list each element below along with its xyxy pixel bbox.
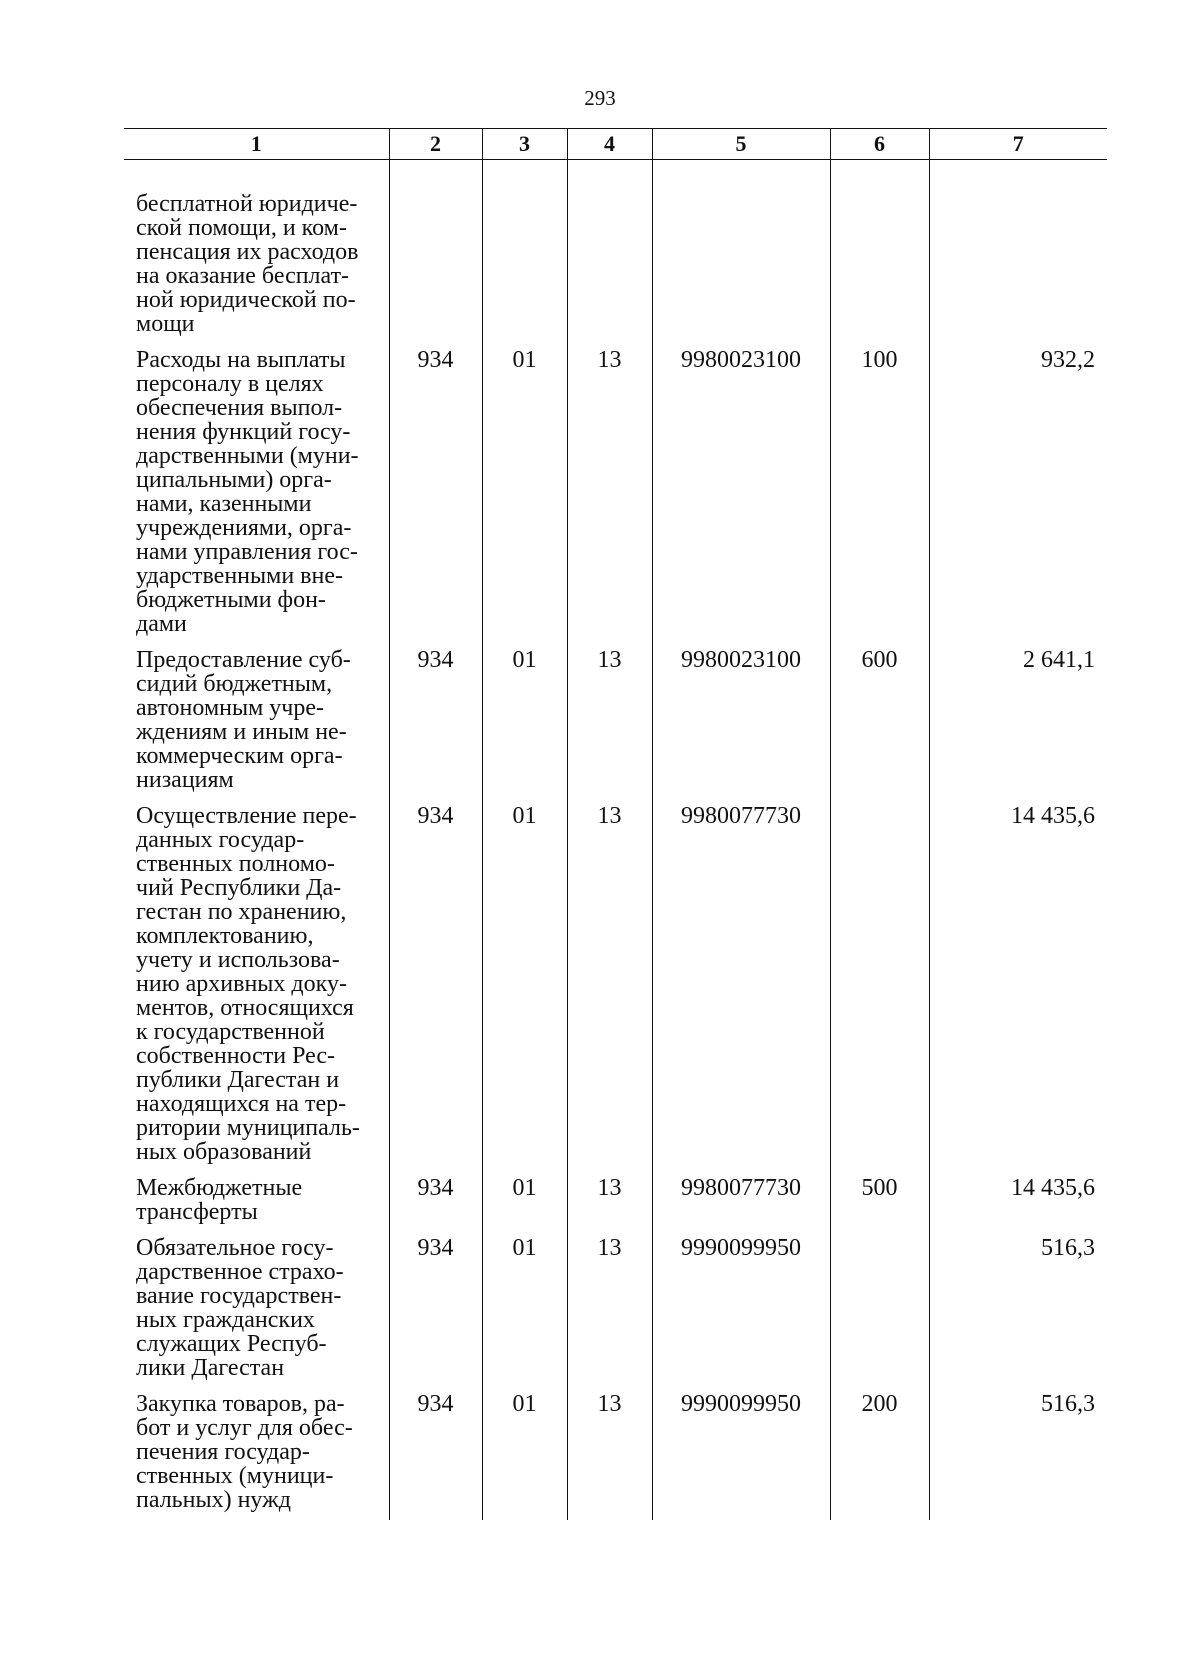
description-line: ципальными) орга- [136,467,332,493]
row-description [124,1392,389,1520]
description-line: ударственными вне- [136,563,343,589]
description-line: низациям [136,767,234,793]
subsection-code: 13 [567,1236,652,1392]
section-code: 01 [482,1176,567,1236]
table-row [124,1392,1107,1520]
section-code: 01 [482,648,567,804]
target-article-code: 9990099950 [652,1392,830,1520]
target-article-code: 9980077730 [652,804,830,1176]
description-line: ных образований [136,1139,312,1165]
section-code: 01 [482,348,567,648]
section-code: 01 [482,1392,567,1520]
target-article-code: 9990099950 [652,1236,830,1392]
target-article-code: 9980023100 [652,648,830,804]
column-header: 6 [830,129,929,160]
subsection-code: 13 [567,1392,652,1520]
subsection-code [567,192,652,348]
description-line: чий Республики Да- [136,875,342,901]
description-line: Предоставление суб- [136,647,351,673]
description-line: учреждениями, орга- [136,515,352,541]
header-row [124,129,1107,160]
description-line: печения государ- [136,1439,310,1465]
expense-type-code: 100 [830,348,929,648]
expense-type-code: 600 [830,648,929,804]
expense-type-code: 500 [830,1176,929,1236]
target-article-code [652,192,830,348]
description-line: сидий бюджетным, [136,671,333,697]
expense-type-code [830,192,929,348]
description-line: мощи [136,311,195,337]
admin-code: 934 [389,1176,482,1236]
table-row [124,348,1107,648]
admin-code: 934 [389,348,482,648]
description-line: пенсация их расходов [136,239,359,265]
section-code: 01 [482,1236,567,1392]
subsection-code: 13 [567,648,652,804]
row-description [124,804,389,1176]
expense-type-code [830,1236,929,1392]
amount: 2 641,1 [929,648,1107,804]
row-description [124,1176,389,1236]
amount: 14 435,6 [929,804,1107,1176]
description-line: Межбюджетные [136,1175,303,1201]
description-line: собственности Рес- [136,1043,336,1069]
expense-type-code [830,804,929,1176]
section-code [482,192,567,348]
description-line: вание государствен- [136,1283,342,1309]
description-line: нами управления гос- [136,539,358,565]
description-line: пальных) нужд [136,1487,291,1513]
description-line: дарственное страхо- [136,1259,344,1285]
description-line: ной юридической по- [136,287,356,313]
expense-type-code: 200 [830,1392,929,1520]
page-number: 293 [584,86,616,110]
admin-code [389,192,482,348]
target-article-code: 9980077730 [652,1176,830,1236]
row-description [124,648,389,804]
description-line: ственных полномо- [136,851,335,877]
row-description [124,1236,389,1392]
description-line: служащих Респуб- [136,1331,327,1357]
column-header: 5 [652,129,830,160]
amount: 932,2 [929,348,1107,648]
column-header: 2 [389,129,482,160]
description-line: публики Дагестан и [136,1067,340,1093]
description-line: Обязательное госу- [136,1235,334,1261]
row-description [124,348,389,648]
description-line: персоналу в целях [136,371,324,397]
admin-code: 934 [389,804,482,1176]
description-line: автономным учре- [136,695,325,721]
column-header: 1 [124,129,389,160]
description-line: на оказание бесплат- [136,263,350,289]
description-line: Расходы на выплаты [136,347,346,373]
admin-code: 934 [389,648,482,804]
description-line: комплектованию, [136,923,314,949]
description-line: Закупка товаров, ра- [136,1391,345,1417]
description-line: нию архивных доку- [136,971,347,997]
amount: 516,3 [929,1392,1107,1520]
table-row [124,1236,1107,1392]
column-header: 3 [482,129,567,160]
column-header: 7 [929,129,1107,160]
budget-table [124,128,1107,1520]
description-line: находящихся на тер- [136,1091,347,1117]
section-code: 01 [482,804,567,1176]
description-line: трансферты [136,1199,258,1225]
description-line: нения функций госу- [136,419,351,445]
table-row [124,804,1107,1176]
row-description [124,192,389,348]
description-line: дарственными (муни- [136,443,359,469]
description-line: бюджетными фон- [136,587,326,613]
table-row [124,648,1107,804]
description-line: гестан по хранению, [136,899,347,925]
description-line: учету и использова- [136,947,340,973]
description-line: данных государ- [136,827,305,853]
subsection-code: 13 [567,1176,652,1236]
amount: 516,3 [929,1236,1107,1392]
admin-code: 934 [389,1236,482,1392]
description-line: коммерческим орга- [136,743,343,769]
description-line: ственных (муници- [136,1463,334,1489]
target-article-code: 9980023100 [652,348,830,648]
description-line: ской помощи, и ком- [136,215,347,241]
description-line: бесплатной юридиче- [136,191,358,217]
description-line: обеспечения выпол- [136,395,343,421]
description-line: ритории муниципаль- [136,1115,360,1141]
description-line: нами, казенными [136,491,312,517]
subsection-code: 13 [567,804,652,1176]
admin-code: 934 [389,1392,482,1520]
description-line: дами [136,611,187,637]
description-line: ждениям и иным не- [136,719,347,745]
amount [929,192,1107,348]
amount: 14 435,6 [929,1176,1107,1236]
table-row [124,1176,1107,1236]
subsection-code: 13 [567,348,652,648]
column-header: 4 [567,129,652,160]
description-line: Осуществление пере- [136,803,357,829]
description-line: к государственной [136,1019,325,1045]
description-line: ментов, относящихся [136,995,354,1021]
spacer-row [124,160,1107,193]
description-line: лики Дагестан [136,1355,285,1381]
description-line: ных гражданских [136,1307,315,1333]
table-row [124,192,1107,348]
description-line: бот и услуг для обес- [136,1415,353,1441]
